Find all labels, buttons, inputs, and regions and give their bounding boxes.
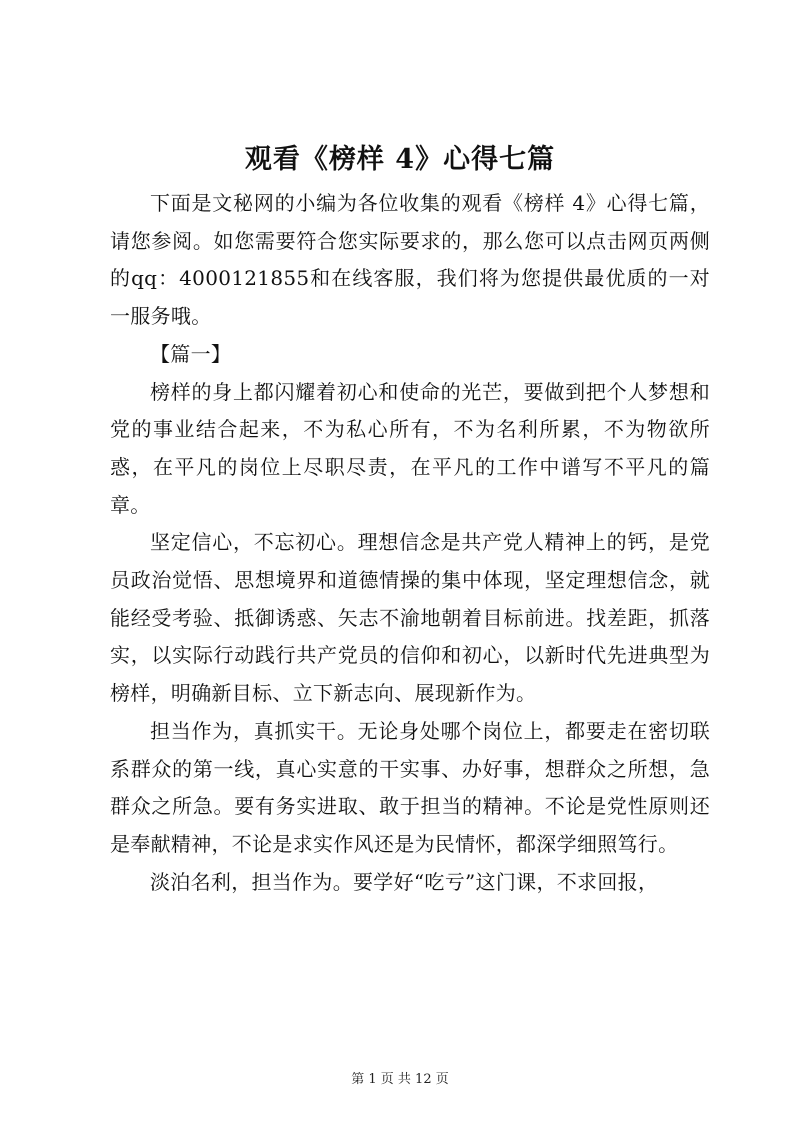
page-footer: 第 1 页 共 12 页 — [351, 1072, 449, 1087]
body-paragraph: 担当作为，真抓实干。无论身处哪个岗位上，都要走在密切联系群众的第一线，真心实意的干实事、办好事，想群众之所想，急群众之所急。要有务实进取、敢于担当的精神。不论是党性原则还是奉献精神，不论是求实作风还是为民情怀，都深学细照笃行。 — [110, 718, 710, 856]
body-paragraph: 淡泊名利，担当作为。要学好“吃亏”这门课，不求回报， — [150, 869, 659, 894]
document-title: 观看《榜样 4》心得七篇 — [244, 144, 556, 175]
document-body — [110, 185, 710, 901]
intro-paragraph: 下面是文秘网的小编为各位收集的观看《榜样 4》心得七篇，请您参阅。如您需要符合您实际要求的，那么您可以点击网页两侧的qq：4000121855和在线客服，我们将为您提供最优质的一对一服务哦。 — [110, 191, 710, 329]
section-heading: 【篇一】 — [150, 341, 232, 366]
body-paragraph: 坚定信心，不忘初心。理想信念是共产党人精神上的钙，是党员政治觉悟、思想境界和道德情操的集中体现，坚定理想信念，就能经受考验、抵御诱惑、矢志不渝地朝着目标前进。找差距，抓落实，以实际行动践行共产党员的信仰和初心，以新时代先进典型为榜样，明确新目标、立下新志向、展现新作为。 — [110, 530, 710, 706]
body-paragraph: 榜样的身上都闪耀着初心和使命的光芒，要做到把个人梦想和党的事业结合起来，不为私心所有，不为名利所累，不为物欲所惑，在平凡的岗位上尽职尽责，在平凡的工作中谱写不平凡的篇章。 — [110, 379, 710, 517]
